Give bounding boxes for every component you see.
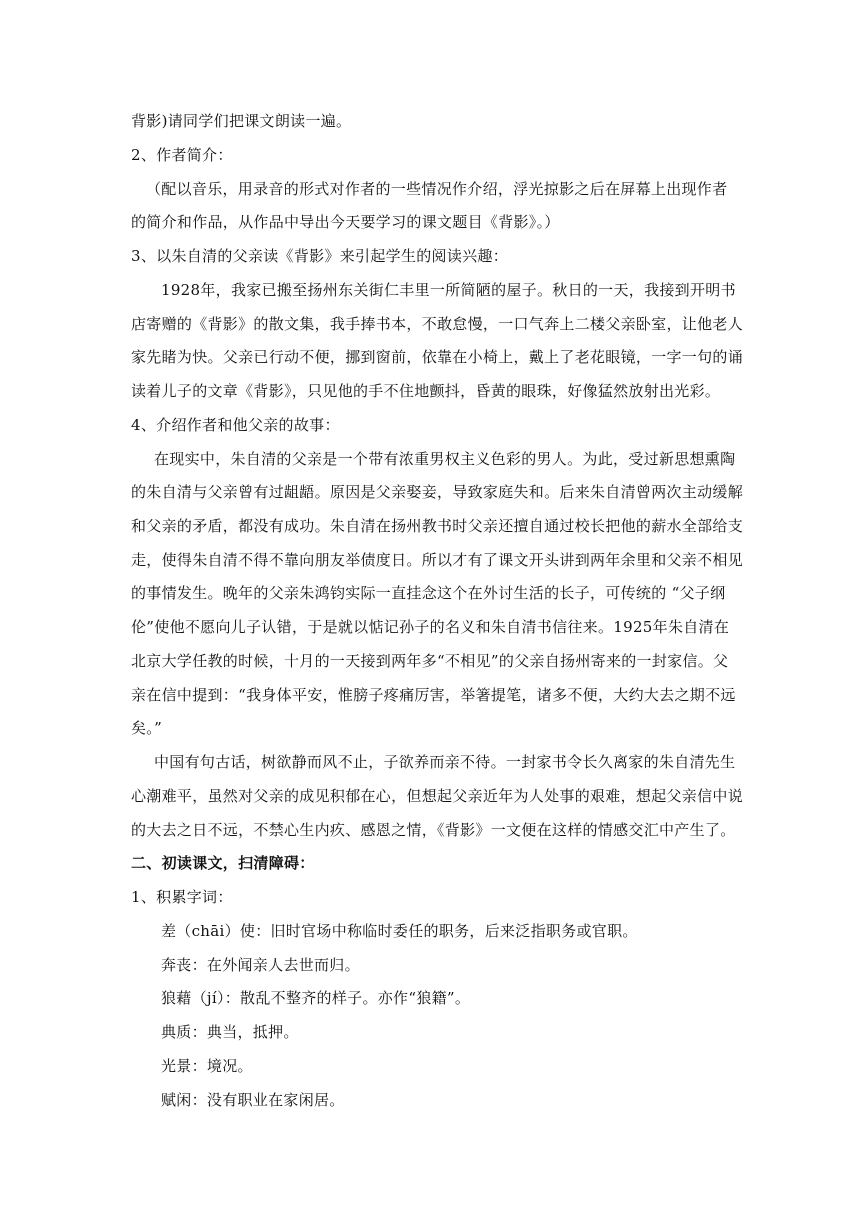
paragraph-line: 店寄赠的《背影》的散文集，我手捧书本，不敢怠慢，一口气奔上二楼父亲卧室，让他老人 <box>131 315 744 333</box>
paragraph-line: 在现实中，朱自清的父亲是一个带有浓重男权主义色彩的男人。为此，受过新思想熏陶 <box>154 450 736 468</box>
section-heading: 1、积累字词： <box>131 888 233 906</box>
vocabulary-item: 差（chāi）使：旧时官场中称临时委任的职务，后来泛指职务或官职。 <box>161 922 638 940</box>
vocabulary-item: 光景：境况。 <box>161 1057 253 1075</box>
vocabulary-item: 赋闲：没有职业在家闲居。 <box>161 1091 345 1109</box>
paragraph-line: 1928年，我家已搬至扬州东关街仁丰里一所简陋的屋子。秋日的一天，我接到开明书 <box>161 281 736 299</box>
vocabulary-item: 奔丧：在外闻亲人去世而归。 <box>161 956 360 974</box>
paragraph-line: 背影)请同学们把课文朗读一遍。 <box>131 112 352 130</box>
paragraph-line: 的事情发生。晚年的父亲朱鸿钧实际一直挂念这个在外讨生活的长子，可传统的 “父子纲 <box>131 584 726 602</box>
section-heading: 3、以朱自清的父亲读《背影》来引起学生的阅读兴趣： <box>131 247 509 265</box>
paragraph-line: 读着儿子的文章《背影》，只见他的手不住地颤抖，昏黄的眼珠，好像猛然放射出光彩。 <box>131 382 721 400</box>
paragraph-line: 伦”使他不愿向儿子认错，于是就以惦记孙子的名义和朱自清书信往来。1925年朱自清在 <box>131 618 730 636</box>
paragraph-line: （配以音乐，用录音的形式对作者的一些情况作介绍，浮光掠影之后在屏幕上出现作者 <box>146 180 728 198</box>
paragraph-line: 中国有句古话，树欲静而风不止，子欲养而亲不待。一封家书令长久离家的朱自清先生 <box>154 753 736 771</box>
paragraph-line: 北京大学任教的时候，十月的一天接到两年多“不相见”的父亲自扬州寄来的一封家信。父 <box>131 652 729 670</box>
vocabulary-item: 典质：典当，抵押。 <box>161 1023 299 1041</box>
paragraph-line: 家先睹为快。父亲已行动不便，挪到窗前，依靠在小椅上，戴上了老花眼镜，一字一句的诵 <box>131 348 744 366</box>
paragraph-line: 亲在信中提到：“我身体平安，惟膀子疼痛厉害，举箸提笔，诸多不便，大约大去之期不远 <box>131 686 736 704</box>
paragraph-line: 心潮难平，虽然对父亲的成见积郁在心，但想起父亲近年为人处事的艰难，想起父亲信中说 <box>131 787 744 805</box>
section-heading: 4、介绍作者和他父亲的故事： <box>131 416 340 434</box>
paragraph-line: 和父亲的矛盾，都没有成功。朱自清在扬州教书时父亲还擅自通过校长把他的薪水全部给支 <box>131 517 744 535</box>
paragraph-line: 的大去之日不远，不禁心生内疚、感恩之情，《背影》一文便在这样的情感交汇中产生了。 <box>131 821 736 839</box>
section-heading: 2、作者简介： <box>131 146 233 164</box>
section-heading-bold: 二、初读课文，扫清障碍： <box>131 854 315 872</box>
paragraph-line: 走，使得朱自清不得不靠向朋友举债度日。所以才有了课文开头讲到两年余里和父亲不相见 <box>131 551 744 569</box>
vocabulary-item: 狼藉（jí）：散乱不整齐的样子。亦作“狼籍”。 <box>161 989 471 1007</box>
paragraph-line: 的简介和作品，从作品中导出今天要学习的课文题目《背影》。） <box>131 213 560 231</box>
paragraph-line: 矣。” <box>131 719 163 737</box>
paragraph-line: 的朱自清与父亲曾有过龃龉。原因是父亲娶妾，导致家庭失和。后来朱自清曾两次主动缓解 <box>131 483 744 501</box>
